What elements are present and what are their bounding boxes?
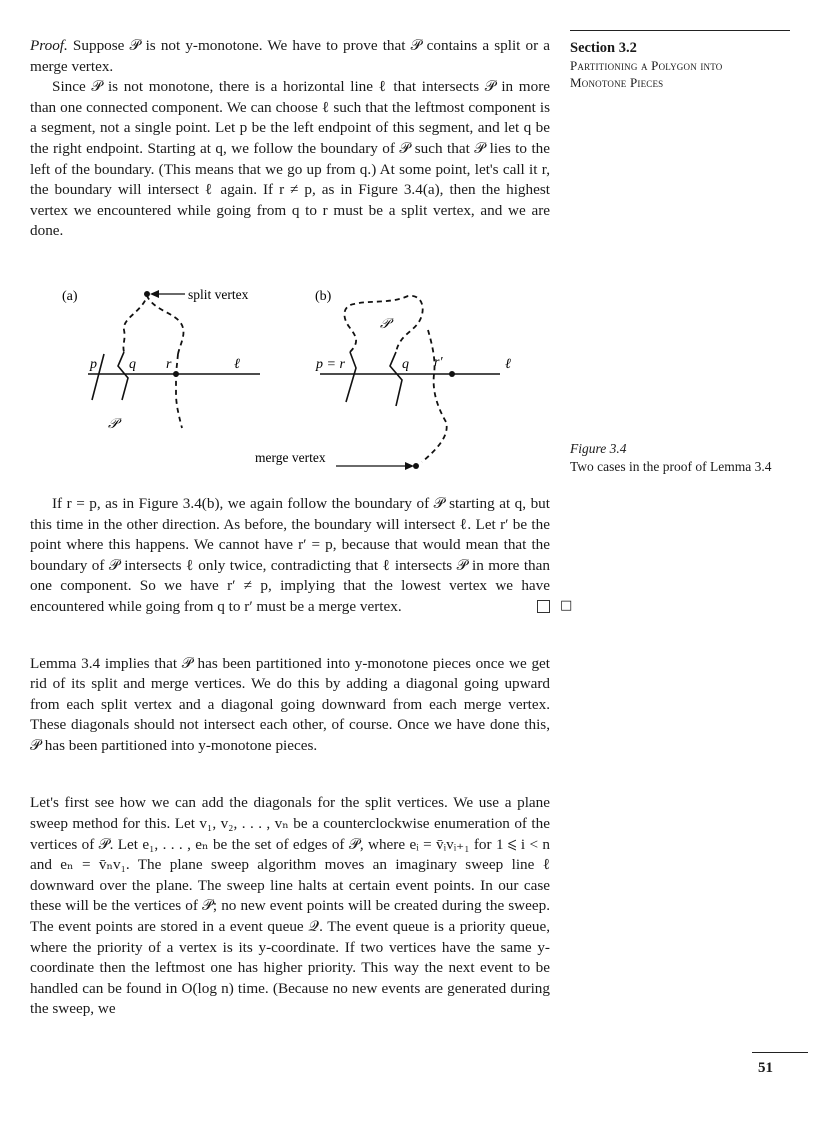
paragraph-4: Lemma 3.4 implies that 𝒫 has been partitioned into y-monotone pieces once we get rid of its split and merge vertices. We do this by adding a diagonal going upward from each split vertex and a diagonal going downward from each merge vertex. These diagonals should not intersect each other, of course. Once we have done this, 𝒫 has been partitioned into y-monotone pieces. — [30, 654, 550, 754]
panel-b-label-P: 𝒫 — [380, 317, 391, 332]
panel-a-label-l: ℓ — [234, 357, 240, 372]
merge-vertex-label: merge vertex — [255, 450, 326, 465]
paragraph-3-text: If r = p, as in Figure 3.4(b), we again follow the boundary of 𝒫 starting at q, but this time in the other direction. As before, the boundary will intersect ℓ. Let r′ be the point where this happens. We cannot have r′ = p, because that would mean that the boundary of 𝒫 intersects ℓ only twice, contradicting that ℓ intersects 𝒫 in more than one component. So we have r′ ≠ p, implying that the lowest vertex we have encountered while going from q to r′ must be a merge vertex. — [30, 494, 550, 615]
panel-b-edge-p — [346, 352, 356, 402]
proof-text: Suppose 𝒫 is not y-monotone. We have to prove that 𝒫 contains a split or a merge vertex. — [30, 37, 550, 75]
qed-symbol: □ — [537, 600, 550, 613]
paragraph-3 — [30, 494, 573, 618]
paragraph-5: Let's first see how we can add the diagonals for the split vertices. We use a plane sweep method for this. Let v₁, v₂, . . . , vₙ be a counterclockwise enumeration of the vertices of 𝒫. Let e₁, . . . , eₙ be the set of edges of 𝒫, where eᵢ = v̄ᵢvᵢ₊₁ for 1 ⩽ i < n and eₙ = v̄ₙv₁. The plane sweep algorithm moves an imaginary sweep line ℓ downward over the plane. The sweep line halts at certain event points. In our case these will be the vertices of 𝒫; no new event points will be created during the sweep. The event points are stored in a event queue 𝒬. The event queue is a priority queue, where the priority of a vertex is its y-coordinate. If two vertices have the same y-coordinate then the leftmost one has higher priority. This way the next event to be handled can be found in O(log n) time. (Because no new events are generated during the sweep, we — [30, 794, 550, 1018]
panel-a-label-q: q — [129, 357, 136, 372]
panel-a-edge-q — [118, 352, 128, 400]
split-vertex-arrowhead — [150, 290, 159, 298]
section-title-line-2: Monotone Pieces — [570, 75, 664, 90]
panel-b-hidden — [402, 380, 425, 458]
section-title-line-1: Partitioning a Polygon into — [570, 58, 723, 73]
panel-a-boundary-down — [176, 354, 182, 428]
page-number-rule — [752, 1052, 808, 1053]
panel-b-label-l: ℓ — [505, 357, 511, 372]
paragraph-2: Since 𝒫 is not monotone, there is a horizontal line ℓ that intersects 𝒫 in more than one connected component. We can choose ℓ such that the leftmost component is a segment, not a single point. Let p be the left endpoint of this segment, and let q be the right endpoint. Starting at q, we follow the boundary of 𝒫 such that 𝒫 lies to the left of the boundary. (This means that we go up from q.) At some point, let's call it r, the boundary will intersect ℓ again. If r ≠ p, as in Figure 3.4(a), then the highest vertex we encountered while going from q to r must be a split vertex, and we are done. — [30, 78, 550, 240]
merge-vertex-arrowhead — [405, 462, 414, 470]
figure-3-4-diagram — [30, 282, 550, 482]
figure-3-4 — [30, 282, 550, 482]
figure-caption-label: Figure 3.4 — [570, 441, 627, 456]
panel-b-boundary-down — [422, 330, 447, 462]
page-number: 51 — [758, 1060, 773, 1076]
panel-b-label-q: q — [402, 357, 409, 372]
figure-caption-text: Two cases in the proof of Lemma 3.4 — [570, 459, 772, 474]
panel-b-label-r-prime: r′ — [434, 355, 443, 370]
panel-a-label: (a) — [62, 289, 78, 304]
panel-a-label-r: r — [166, 357, 172, 372]
panel-b-label: (b) — [315, 289, 332, 304]
header-rule — [570, 30, 790, 31]
panel-b-edge-q — [390, 352, 402, 406]
section-header — [570, 30, 790, 91]
split-vertex-label: split vertex — [188, 287, 249, 302]
panel-b-point-r-prime — [449, 371, 455, 377]
figure-caption — [570, 440, 810, 476]
main-text — [30, 36, 573, 1020]
proof-label: Proof. — [30, 37, 68, 54]
panel-a-label-p: p — [90, 357, 97, 372]
panel-b-label-p-eq-r: p = r — [316, 357, 345, 372]
split-vertex-point — [144, 291, 150, 297]
proof-paragraph — [30, 36, 550, 77]
section-number: Section 3.2 — [570, 40, 637, 56]
panel-a-boundary-up — [123, 296, 183, 354]
panel-a-label-P: 𝒫 — [108, 417, 119, 432]
panel-a-point-r — [173, 371, 179, 377]
